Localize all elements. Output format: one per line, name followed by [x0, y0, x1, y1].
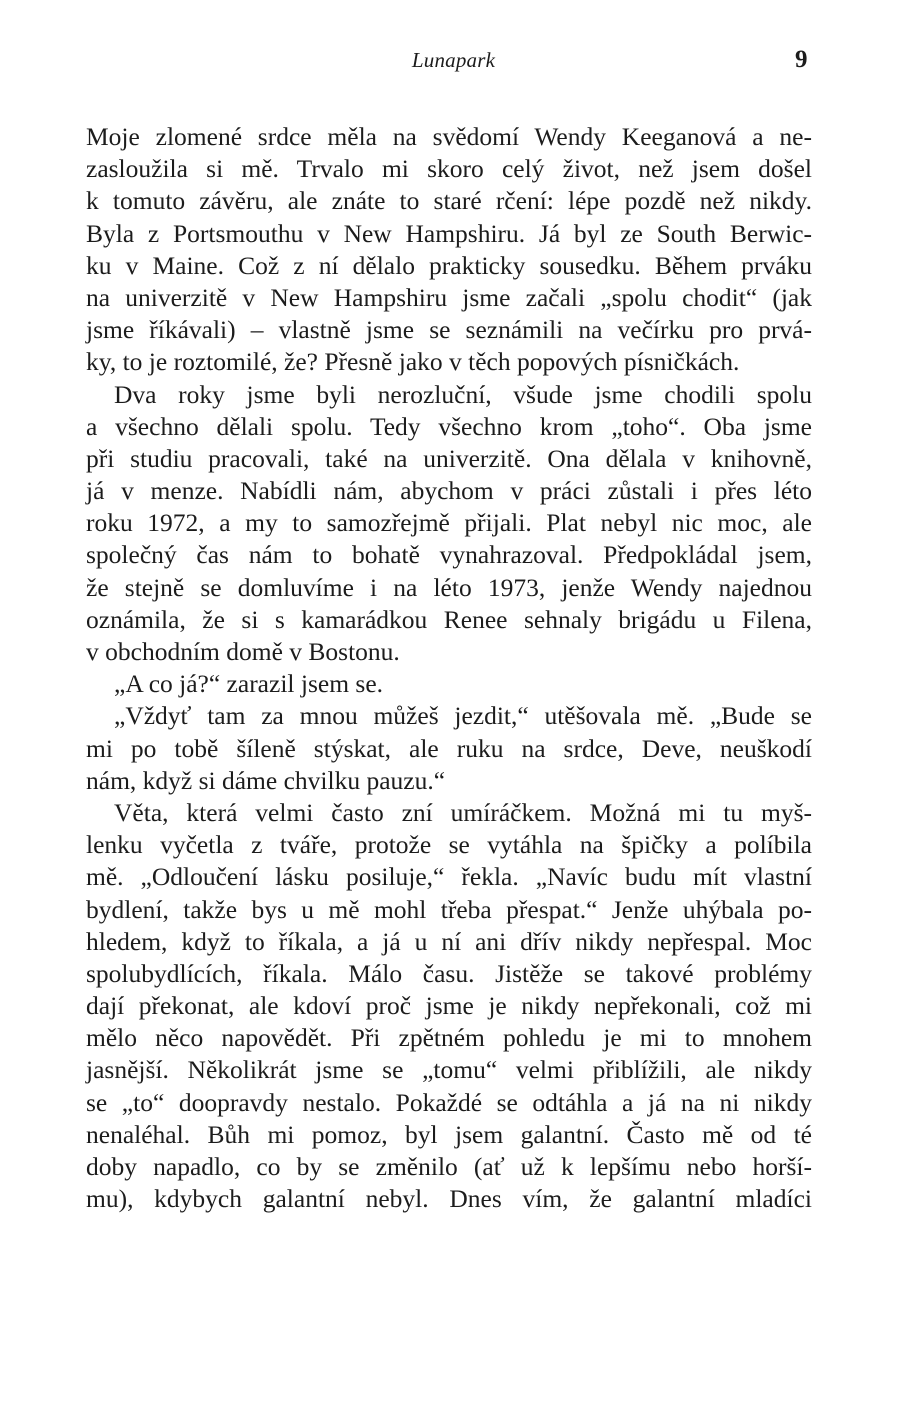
text-line: v obchodním domě v Bostonu. — [86, 637, 400, 666]
text-line: Věta, která velmi často zní umíráčkem. Možná mi tu myš- — [114, 797, 812, 827]
text-line: mu), kdybych galantní nebyl. Dnes vím, že galantní mladíci — [86, 1184, 812, 1214]
text-line: „A co já?“ zarazil jsem se. — [114, 669, 384, 699]
text-line: dají překonat, ale kdoví proč jsme je nikdy nepřekonali, což mi — [86, 991, 812, 1021]
text-line: nám, když si dáme chvilku pauzu.“ — [86, 765, 446, 795]
text-line: ky, to je roztomilé, že? Přesně jako v těch popových písničkách. — [86, 347, 740, 377]
text-line: doby napadlo, co by se změnilo (ať už k lepšímu nebo horší- — [86, 1152, 812, 1181]
running-head — [0, 46, 907, 76]
text-line: že stejně se domluvíme i na léto 1973, jenže Wendy najednou — [86, 572, 812, 602]
text-line: spolubydlících, říkala. Málo času. Jistěže se takové problémy — [86, 958, 812, 988]
text-line: mi po tobě šíleně stýskat, ale ruku na srdce, Deve, neuškodí — [86, 733, 812, 763]
text-line: ku v Maine. Což z ní dělalo prakticky sousedku. Během prváku — [86, 250, 812, 280]
text-line: oznámila, že si s kamarádkou Renee sehnaly brigádu u Filena, — [86, 604, 812, 634]
text-line: společný čas nám to bohatě vynahrazoval. Předpokládal jsem, — [86, 540, 812, 570]
text-line: na univerzitě v New Hampshiru jsme začali „spolu chodit“ (jak — [86, 282, 812, 312]
text-line: Moje zlomené srdce měla na svědomí Wendy Keeganová a ne- — [86, 122, 812, 151]
text-line: Byla z Portsmouthu v New Hampshiru. Já byl ze South Berwic- — [86, 218, 812, 248]
text-line: a všechno dělali spolu. Tedy všechno krom „toho“. Oba jsme — [86, 411, 812, 441]
text-line: roku 1972, a my to samozřejmě přijali. Plat nebyl nic moc, ale — [86, 508, 812, 538]
text-line: nenaléhal. Bůh mi pomoz, byl jsem galantní. Často mě od té — [86, 1119, 812, 1149]
page-number: 9 — [795, 46, 808, 73]
text-line: Dva roky jsme byli nerozluční, všude jsme chodili spolu — [114, 379, 812, 409]
text-line: jsme říkávali) – vlastně jsme se seznámili na večírku pro prvá- — [86, 315, 812, 345]
text-line: já v menze. Nabídli nám, abychom v práci zůstali i přes léto — [86, 476, 812, 506]
body-text — [86, 121, 812, 1215]
text-line: se „to“ doopravdy nestalo. Pokaždé se odtáhla a já na ni nikdy — [86, 1087, 812, 1117]
text-line: mělo něco napovědět. Při zpětném pohledu je mi to mnohem — [86, 1023, 812, 1053]
text-line: mě. „Odloučení lásku posiluje,“ řekla. „Navíc budu mít vlastní — [86, 862, 812, 892]
running-title: Lunapark — [411, 48, 496, 72]
text-line: při studiu pracovali, také na univerzitě. Ona dělala v knihovně, — [86, 443, 812, 473]
text-line: k tomuto závěru, ale znáte to staré rčení: lépe pozdě než nikdy. — [86, 186, 812, 216]
text-line: bydlení, takže bys u mě mohl třeba přespat.“ Jenže uhýbala po- — [86, 894, 812, 924]
text-line: zasloužila si mě. Trvalo mi skoro celý život, než jsem došel — [86, 154, 812, 184]
text-line: lenku vyčetla z tváře, protože se vytáhla na špičky a políbila — [86, 830, 812, 860]
text-line: „Vždyť tam za mnou můžeš jezdit,“ utěšovala mě. „Bude se — [114, 701, 812, 731]
text-line: hledem, když to říkala, a já u ní ani dřív nikdy nepřespal. Moc — [86, 926, 812, 956]
text-line: jasnější. Několikrát jsme se „tomu“ velmi přiblížili, ale nikdy — [86, 1055, 812, 1085]
